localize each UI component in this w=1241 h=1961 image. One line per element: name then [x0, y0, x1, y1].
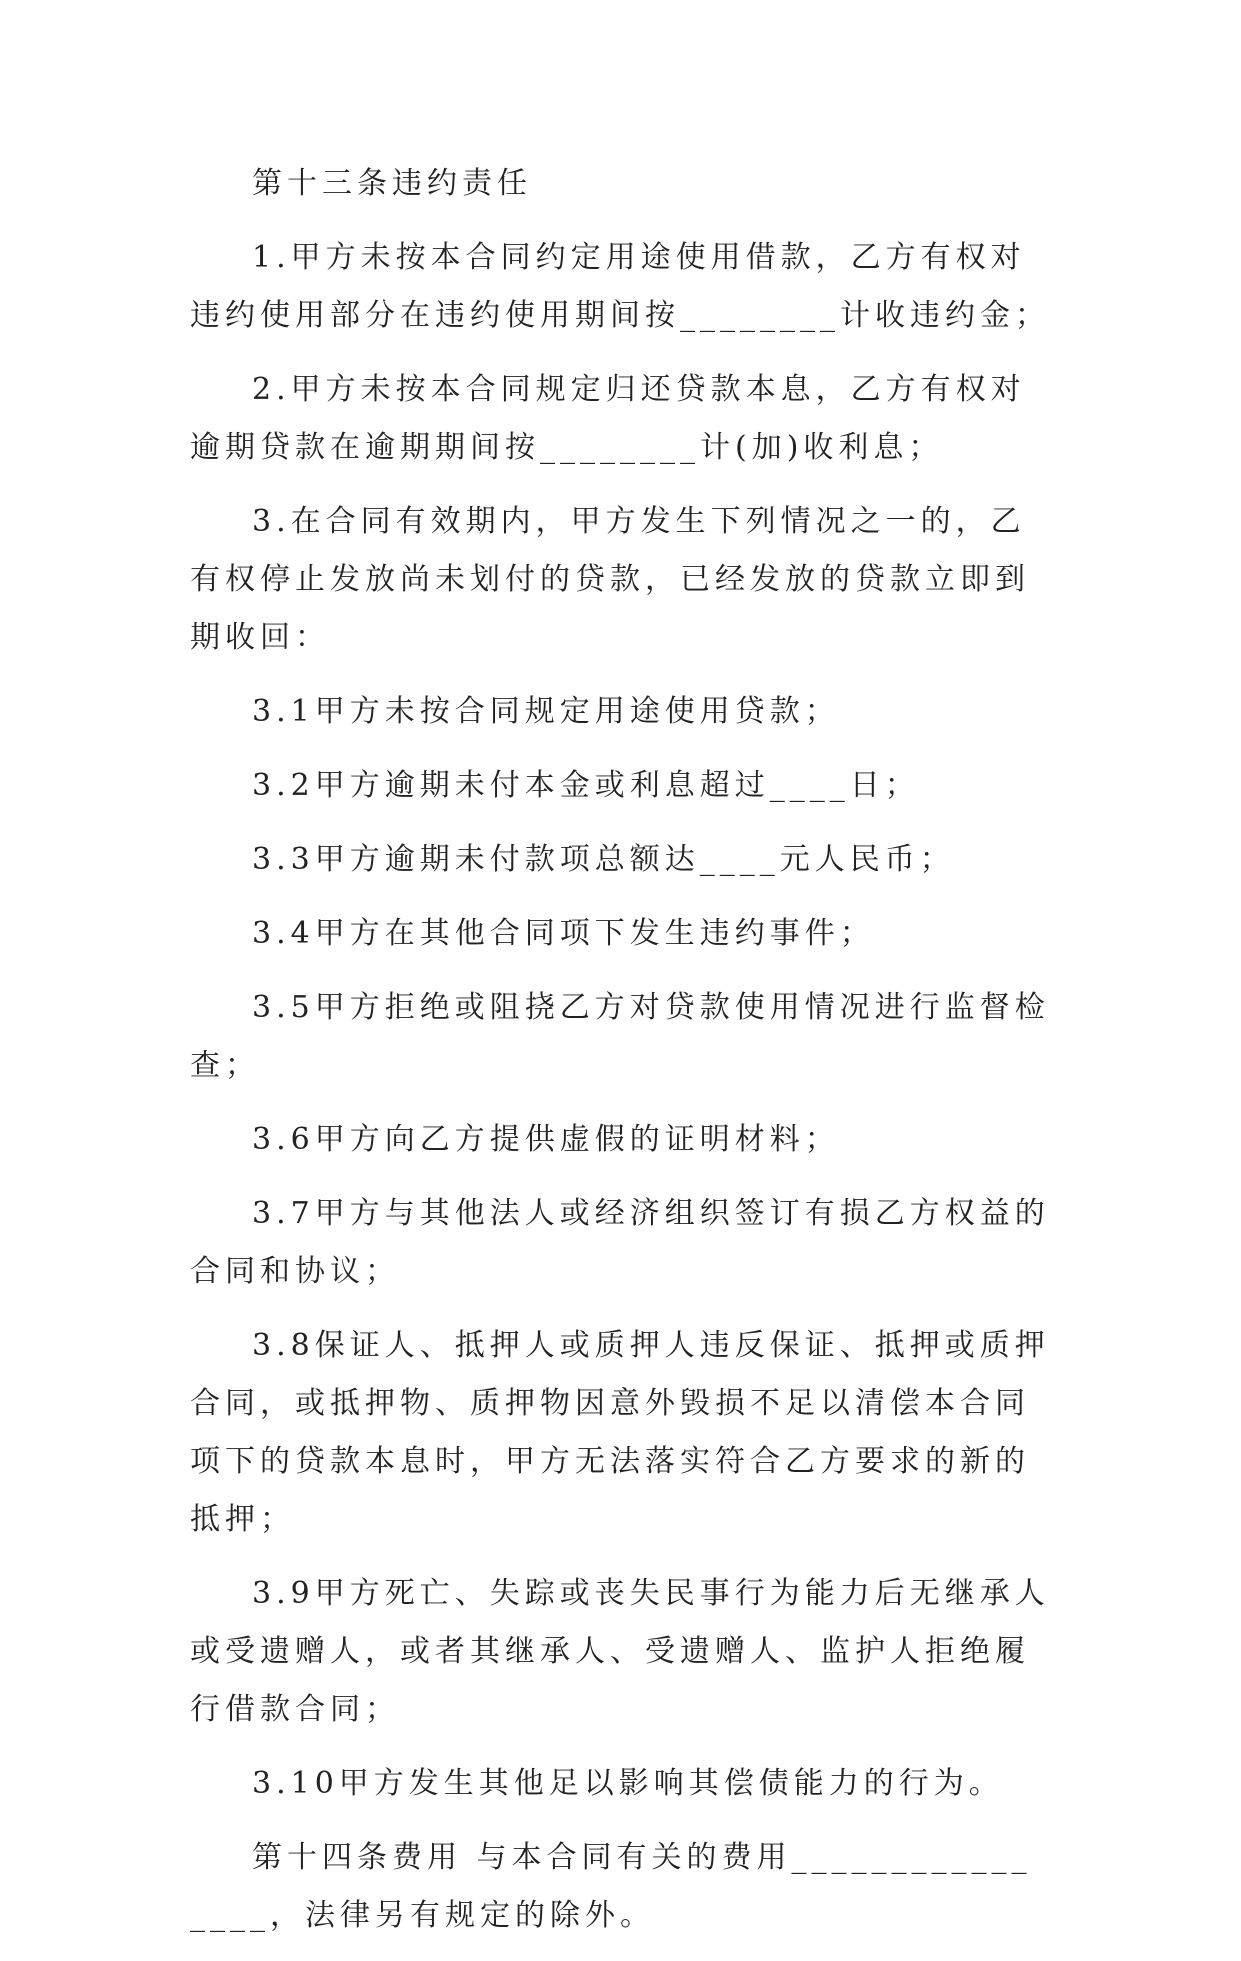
- clause-3-10: 3.10甲方发生其他足以影响其偿债能力的行为。: [252, 1766, 1004, 1801]
- clause-3-2: 3.2甲方逾期未付本金或利息超过____日；: [252, 768, 920, 803]
- clause-2: 2.甲方未按本合同规定归还贷款本息，乙方有权对逾期贷款在逾期期间按________计(加)收利息；: [190, 372, 1026, 465]
- clause-3-3: 3.3甲方逾期未付款项总额达____元人民币；: [252, 842, 955, 877]
- clause-3-4: 3.4甲方在其他合同项下发生违约事件；: [252, 916, 875, 951]
- clause-3-8: 3.8保证人、抵押人或质押人违反保证、抵押或质押合同，或抵押物、质押物因意外毁损不足以清偿本合同项下的贷款本息时，甲方无法落实符合乙方要求的新的抵押；: [190, 1328, 1050, 1537]
- clause-1: 1.甲方未按本合同约定用途使用借款，乙方有权对违约使用部分在违约使用期间按________计收违约金；: [190, 240, 1050, 333]
- document-body: [190, 155, 1050, 1961]
- section-heading-14: 第十四条费用 与本合同有关的费用________________，法律另有规定的除外。: [190, 1840, 1032, 1933]
- clause-3-6: 3.6甲方向乙方提供虚假的证明材料；: [252, 1122, 840, 1157]
- clause-3-1: 3.1甲方未按合同规定用途使用贷款；: [252, 694, 840, 729]
- clause-3-5: 3.5甲方拒绝或阻挠乙方对贷款使用情况进行监督检查；: [190, 990, 1050, 1083]
- section-heading-13: 第十三条违约责任: [252, 166, 532, 201]
- clause-3-7: 3.7甲方与其他法人或经济组织签订有损乙方权益的合同和协议；: [190, 1196, 1050, 1289]
- clause-3: 3.在合同有效期内，甲方发生下列情况之一的，乙有权停止发放尚未划付的贷款，已经发放的贷款立即到期收回：: [190, 504, 1030, 655]
- clause-3-9: 3.9甲方死亡、失踪或丧失民事行为能力后无继承人或受遗赠人，或者其继承人、受遗赠人、监护人拒绝履行借款合同；: [190, 1576, 1050, 1727]
